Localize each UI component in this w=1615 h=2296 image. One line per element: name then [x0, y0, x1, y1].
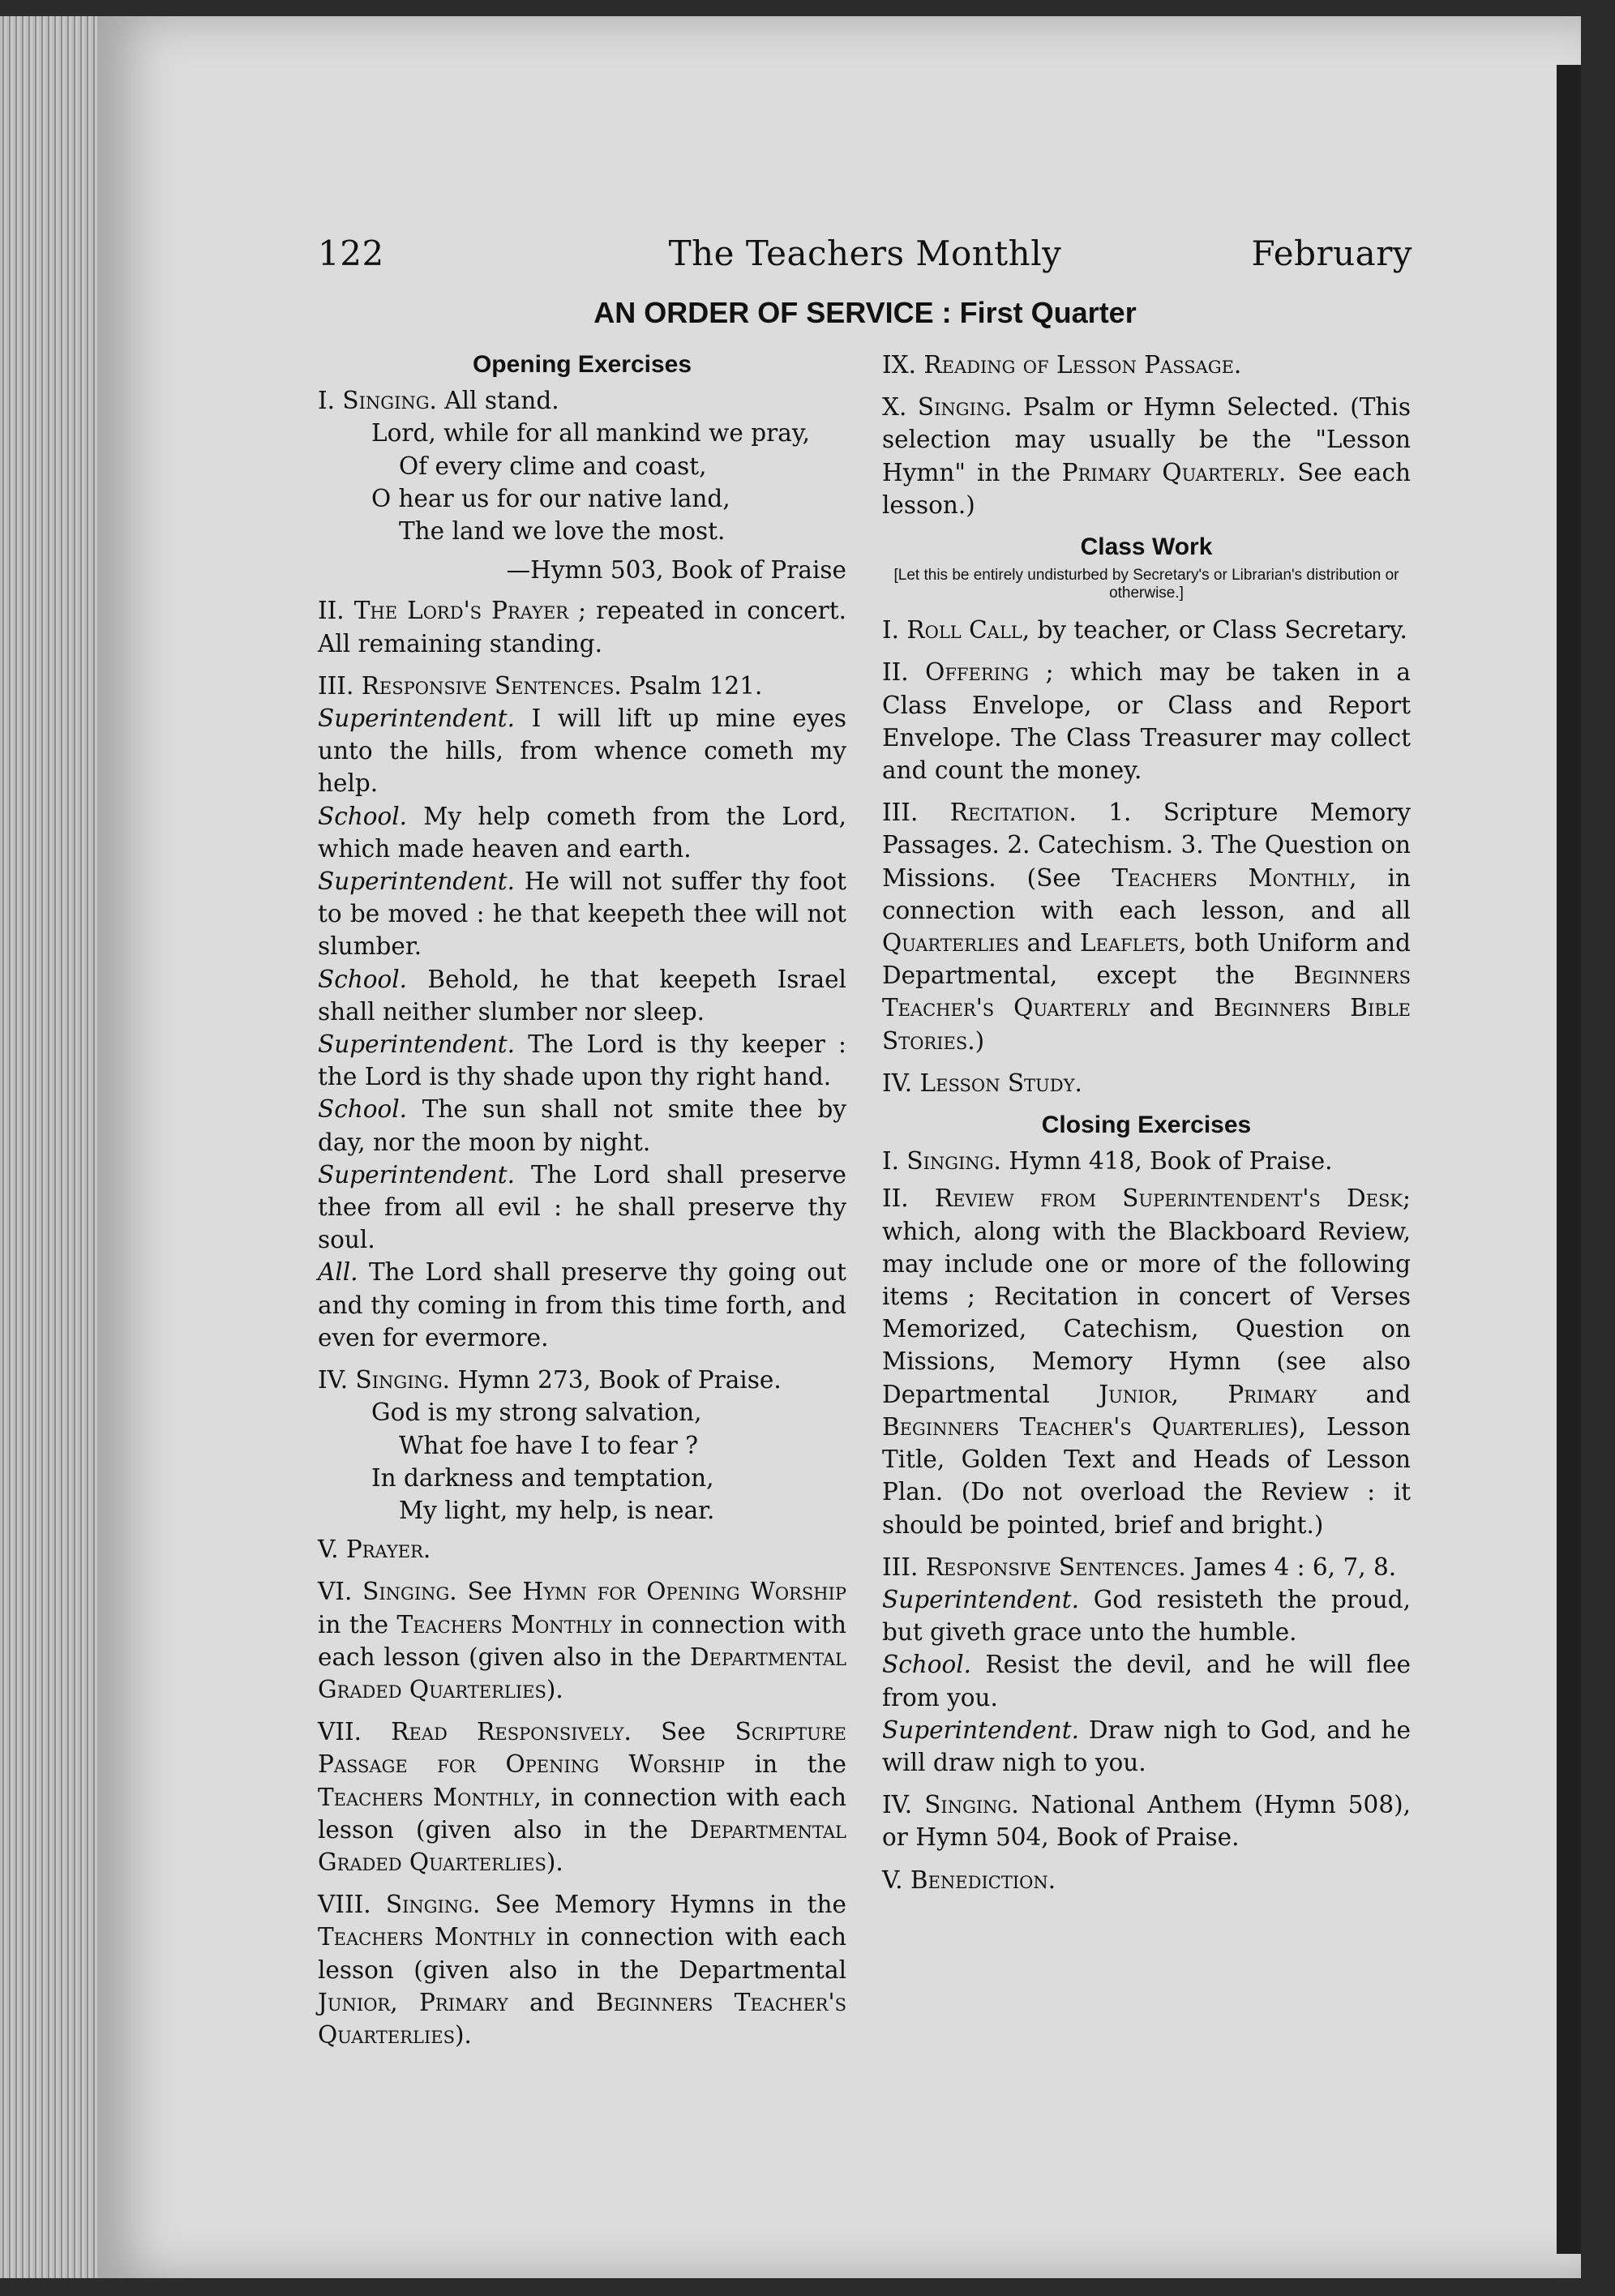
response-line — [318, 1093, 846, 1158]
issue-month: February — [1251, 233, 1412, 273]
item-singing-10 — [882, 391, 1411, 521]
verse-line: God is my strong salvation, — [371, 1399, 702, 1427]
item-text: , — [1171, 1380, 1228, 1408]
response-text: The sun shall not smite thee by day, nor the moon by night. — [318, 1095, 846, 1156]
item-responsive-sentences — [318, 670, 846, 702]
publication-ref: Beginners Teacher's Quarterly — [882, 962, 1411, 1022]
speaker: Superintendent. — [318, 1030, 515, 1059]
item-heading: VIII. Singing. — [318, 1891, 481, 1919]
item-heading: I. Roll Call — [882, 616, 1022, 645]
item-text: , — [390, 1988, 420, 2016]
item-heading: IV. Singing. — [882, 1791, 1019, 1819]
item-heading: V. Prayer. — [318, 1536, 431, 1564]
item-heading: X. Singing. — [882, 393, 1013, 422]
opening-exercises-heading: Opening Exercises — [472, 351, 692, 378]
item-text: See — [467, 1578, 523, 1606]
publication-ref: Teachers Monthly — [318, 1923, 536, 1951]
class-work-heading: Class Work — [1080, 533, 1213, 561]
item-text: , by teacher, or Class Secretary. — [1022, 616, 1407, 645]
response-line — [882, 1714, 1411, 1779]
response-line — [318, 963, 846, 1028]
publication-ref: Scripture Passage for Opening Worship — [318, 1718, 846, 1779]
item-text: and — [1317, 1380, 1411, 1408]
item-text: in connection with each lesson (given also in the — [318, 1610, 846, 1671]
item-benediction — [882, 1864, 1411, 1896]
right-column — [882, 349, 1411, 1906]
closing-exercises-heading: Closing Exercises — [1041, 1112, 1252, 1139]
item-heading: II. The Lord's Prayer — [318, 597, 569, 625]
item-text: Psalm 121. — [629, 671, 763, 700]
item-text: and — [1018, 929, 1080, 957]
item-text: . See each lesson.) — [882, 458, 1412, 519]
item-text: ), Lesson Title, Golden Text and Heads of Lesson Plan. (Do not overload the Review : it should be pointed, brief and bright.) — [882, 1412, 1411, 1539]
page-number: 122 — [318, 233, 384, 273]
item-review — [882, 1182, 1411, 1540]
item-singing-1 — [318, 384, 846, 417]
item-singing-4 — [318, 1364, 846, 1396]
item-heading: VII. Read Responsively. — [318, 1718, 632, 1746]
item-text: and — [508, 1988, 597, 2016]
item-text: , in connection with each lesson (given also in the — [318, 1783, 846, 1844]
response-text: I will lift up mine eyes unto the hills, from whence cometh my help. — [318, 705, 846, 798]
item-heading: V. Benediction. — [882, 1866, 1056, 1894]
item-text: ; which may be taken in a Class Envelope, or Class and Report Envelope. The Class Treasurer may collect and count the money. — [882, 658, 1411, 785]
item-heading: IX. Reading of Lesson Passage. — [882, 351, 1242, 379]
publication-title: The Teachers Monthly — [668, 233, 1062, 273]
item-heading: II. Review from Superintendent's Desk — [882, 1184, 1403, 1213]
item-text: ). — [546, 1675, 563, 1703]
item-heading: II. Offering — [882, 658, 1030, 687]
publication-ref: Beginners Bible Stories — [882, 994, 1411, 1055]
item-text: All stand. — [444, 387, 559, 415]
speaker: School. — [318, 802, 408, 830]
item-heading: III. Recitation. — [882, 799, 1077, 827]
hymn-verse-2 — [318, 1396, 846, 1527]
left-column — [318, 349, 846, 2061]
item-text: in the — [725, 1750, 846, 1779]
book-spine-shadow — [1557, 65, 1581, 2254]
speaker: School. — [882, 1651, 972, 1679]
item-text: See Memory Hymns in the — [495, 1891, 846, 1919]
item-national-anthem — [882, 1788, 1411, 1853]
hymn-attribution: —Hymn 503, Book of Praise — [506, 556, 846, 585]
speaker: All. — [318, 1258, 358, 1287]
item-text: , both Uniform and Departmental, except the — [882, 929, 1411, 990]
response-line — [318, 702, 846, 800]
item-text: in connection with each lesson (given also in the Departmental — [318, 1923, 846, 1984]
item-text: in the — [318, 1610, 397, 1638]
publication-ref: Primary — [419, 1988, 508, 2016]
item-read-responsively — [318, 1716, 846, 1878]
publication-ref: Departmental Graded Quarterlies — [318, 1643, 846, 1703]
verse-line: The land we love the most. — [399, 517, 726, 546]
publication-ref: Beginners Teacher's Quarterlies — [882, 1412, 1289, 1441]
response-text: Resist the devil, and he will flee from you. — [882, 1651, 1411, 1711]
item-heading: I. Singing. — [318, 387, 437, 415]
item-text: Hymn 418, Book of Praise. — [1009, 1147, 1333, 1176]
publication-ref: Departmental Graded Quarterlies — [318, 1815, 846, 1876]
publication-ref: Teachers Monthly — [396, 1610, 612, 1638]
item-text: Hymn 273, Book of Praise. — [457, 1366, 782, 1394]
response-text: He will not suffer thy foot to be moved : he that keepeth thee will not slumber. — [318, 867, 846, 961]
item-text: ; repeated in concert. All remaining standing. — [318, 597, 846, 658]
response-text: Behold, he that keepeth Israel shall neither slumber nor sleep. — [318, 965, 846, 1026]
item-text: and — [1129, 994, 1214, 1022]
book-page-edges — [0, 16, 101, 2278]
item-heading: VI. Singing. — [318, 1578, 457, 1606]
publication-ref: Primary — [1227, 1380, 1317, 1408]
item-heading: IV. Lesson Study. — [882, 1069, 1082, 1097]
speaker: Superintendent. — [318, 705, 515, 733]
verse-line: O hear us for our native land, — [371, 484, 730, 512]
verse-line: Of every clime and coast, — [399, 452, 707, 480]
verse-line: Lord, while for all mankind we pray, — [371, 419, 810, 448]
item-offering — [882, 656, 1411, 786]
response-line — [882, 1648, 1411, 1713]
item-prayer — [318, 1533, 846, 1566]
speaker: School. — [318, 1095, 408, 1124]
publication-ref: Leaflets — [1079, 929, 1180, 957]
speaker: Superintendent. — [882, 1585, 1079, 1613]
item-heading: I. Singing. — [882, 1147, 1001, 1176]
item-text: ; which, along with the Blackboard Review, may include one or more of the following items ; Recitation in concert of Verses Memorized, Catechism, Question on Missions, Memory Hymn (see also Departmental — [882, 1184, 1411, 1408]
item-singing-8 — [318, 1888, 846, 2051]
response-text: God resisteth the proud, but giveth grace unto the humble. — [882, 1585, 1411, 1647]
item-lords-prayer — [318, 594, 846, 659]
item-text: Psalm or Hymn Selected. (This selection may usually be the "Lesson Hymn" in the — [882, 393, 1411, 486]
publication-ref: Quarterlies — [882, 929, 1019, 957]
item-heading: III. Responsive Sentences. — [318, 671, 622, 700]
page-title: AN ORDER OF SERVICE : First Quarter — [593, 296, 1137, 329]
response-line — [318, 865, 846, 963]
item-lesson-study — [882, 1067, 1411, 1099]
response-line — [318, 1159, 846, 1257]
response-text: Draw nigh to God, and he will draw nigh to you. — [882, 1716, 1411, 1776]
publication-ref: Junior — [1099, 1380, 1172, 1408]
speaker: School. — [318, 965, 408, 993]
speaker: Superintendent. — [318, 867, 515, 896]
verse-line: What foe have I to fear ? — [399, 1431, 699, 1459]
publication-ref: Teachers Monthly — [1112, 863, 1350, 892]
response-line — [882, 1583, 1411, 1648]
item-closing-responsive-sentences — [882, 1551, 1411, 1583]
item-text: , in connection with each lesson, and all — [882, 863, 1411, 924]
item-text: James 4 : 6, 7, 8. — [1193, 1553, 1397, 1581]
response-line — [318, 1256, 846, 1354]
item-singing-6 — [318, 1575, 846, 1706]
item-recitation — [882, 796, 1411, 1057]
response-line — [318, 1028, 846, 1093]
running-header — [318, 233, 1412, 274]
response-text: The Lord shall preserve thee from all evil : he shall preserve thy soul. — [318, 1160, 846, 1254]
verse-line: My light, my help, is near. — [399, 1496, 715, 1524]
item-closing-singing — [882, 1145, 1411, 1177]
response-text: My help cometh from the Lord, which made heaven and earth. — [318, 802, 846, 863]
response-line — [318, 800, 846, 865]
publication-ref: Hymn for Opening Worship — [522, 1578, 846, 1606]
publication-ref: Junior — [318, 1988, 391, 2016]
publication-ref: Primary Quarterly — [1061, 458, 1279, 486]
item-reading-lesson-passage — [882, 349, 1411, 381]
speaker: Superintendent. — [882, 1716, 1079, 1744]
class-work-note: [Let this be entirely undisturbed by Secretary's or Librarian's distribution or otherwise.] — [893, 567, 1399, 602]
item-text: See — [661, 1718, 735, 1746]
publication-ref: Beginners Teacher's Quarterlies — [318, 1988, 846, 2049]
hymn-verse-1 — [318, 417, 846, 547]
item-roll-call — [882, 614, 1411, 646]
item-text: .) — [967, 1026, 985, 1055]
item-text: ). — [546, 1848, 563, 1876]
item-text: 1. Scripture Memory Passages. 2. Catechism. 3. The Question on Missions. (See — [882, 799, 1411, 892]
item-text: National Anthem (Hymn 508), or Hymn 504, Book of Praise. — [882, 1791, 1411, 1852]
publication-ref: Teachers Monthly — [318, 1783, 534, 1811]
item-text: ). — [454, 2020, 472, 2049]
response-text: The Lord shall preserve thy going out and thy coming in from this time forth, and even for evermore. — [318, 1258, 846, 1351]
item-heading: IV. Singing. — [318, 1366, 451, 1394]
verse-line: In darkness and temptation, — [371, 1463, 714, 1492]
response-text: The Lord is thy keeper : the Lord is thy shade upon thy right hand. — [318, 1030, 846, 1091]
speaker: Superintendent. — [318, 1160, 515, 1189]
item-heading: III. Responsive Sentences. — [882, 1553, 1186, 1581]
